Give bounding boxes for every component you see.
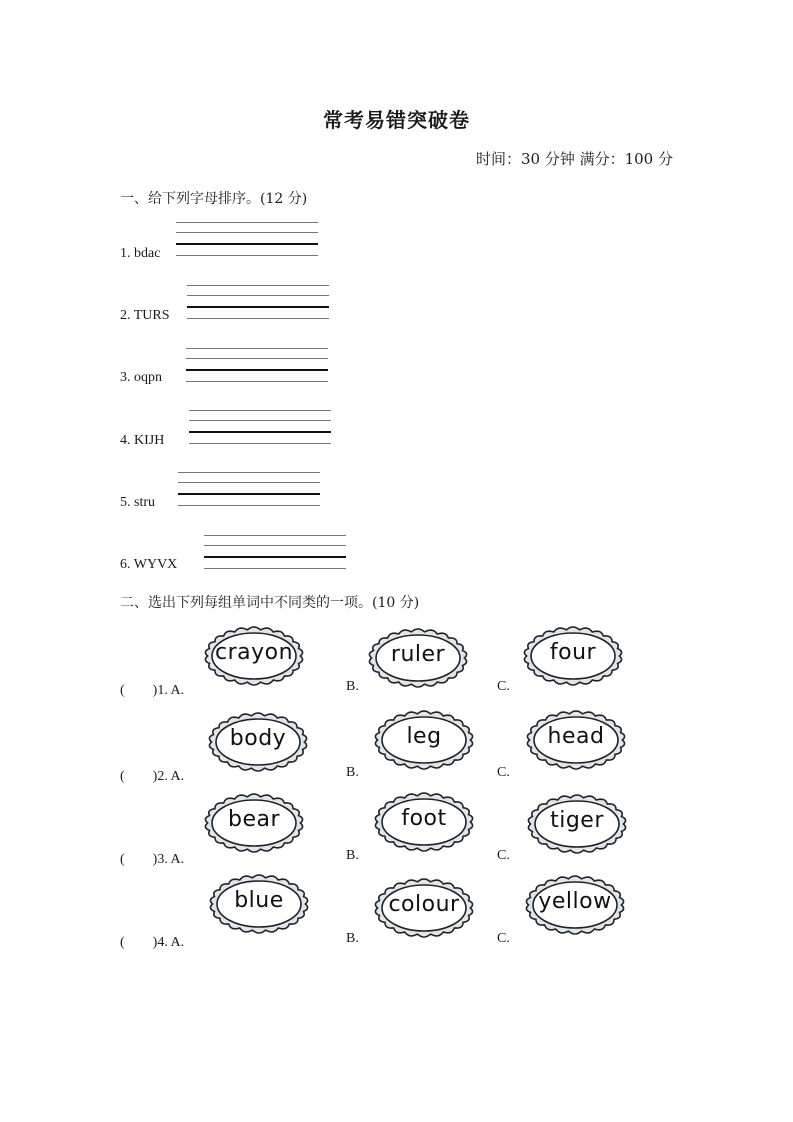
word-badge-4c[interactable]: [523, 873, 627, 937]
question-1-prefix: ( )1. A.: [120, 683, 185, 698]
page-title: 常考易错突破卷: [323, 108, 470, 132]
writing-lines-2[interactable]: [187, 285, 329, 319]
word-text: bear: [227, 807, 281, 832]
writing-lines-5[interactable]: [178, 472, 320, 506]
letter-item-1: 1. bdac: [120, 246, 161, 261]
question-3-option-b: B.: [346, 848, 359, 863]
word-text: blue: [234, 888, 284, 913]
word-text: leg: [406, 724, 442, 749]
word-text: four: [549, 640, 597, 665]
question-2-prefix: ( )2. A.: [120, 769, 185, 784]
word-text: yellow: [538, 889, 612, 914]
word-badge-4a[interactable]: [207, 872, 311, 936]
question-4-option-b: B.: [346, 931, 359, 946]
word-text: crayon: [214, 640, 294, 665]
word-badge-1c[interactable]: [521, 624, 625, 688]
question-4-option-c: C.: [497, 931, 510, 946]
word-badge-1a[interactable]: [202, 624, 306, 688]
word-text: colour: [388, 892, 460, 917]
exam-meta: 时间：30 分钟 满分：100 分: [475, 150, 673, 168]
word-badge-3b[interactable]: [372, 790, 476, 854]
letter-item-6: 6. WYVX: [120, 557, 178, 572]
writing-lines-6[interactable]: [204, 535, 346, 569]
word-badge-2b[interactable]: [372, 708, 476, 772]
writing-lines-3[interactable]: [186, 348, 328, 382]
word-text: tiger: [550, 808, 604, 833]
letter-item-3: 3. oqpn: [120, 370, 162, 385]
word-text: ruler: [390, 642, 446, 667]
section2-heading: 二、选出下列每组单词中不同类的一项。(10 分): [120, 595, 420, 611]
word-badge-2c[interactable]: [524, 708, 628, 772]
letter-item-2: 2. TURS: [120, 308, 170, 323]
question-3-prefix: ( )3. A.: [120, 852, 185, 867]
writing-lines-4[interactable]: [189, 410, 331, 444]
question-3-option-c: C.: [497, 848, 510, 863]
letter-item-5: 5. stru: [120, 495, 155, 510]
question-1-option-c: C.: [497, 679, 510, 694]
word-badge-1b[interactable]: [366, 626, 470, 690]
question-1-option-b: B.: [346, 679, 359, 694]
question-4-prefix: ( )4. A.: [120, 935, 185, 950]
word-badge-3a[interactable]: [202, 791, 306, 855]
question-2-option-b: B.: [346, 765, 359, 780]
word-text: foot: [401, 806, 447, 831]
writing-lines-1[interactable]: [176, 222, 318, 256]
letter-item-4: 4. KIJH: [120, 433, 165, 448]
word-badge-3c[interactable]: [525, 792, 629, 856]
word-badge-4b[interactable]: [372, 876, 476, 940]
section1-heading: 一、给下列字母排序。(12 分): [120, 191, 308, 207]
word-text: body: [229, 726, 287, 751]
question-2-option-c: C.: [497, 765, 510, 780]
word-badge-2a[interactable]: [206, 710, 310, 774]
word-text: head: [547, 724, 605, 749]
